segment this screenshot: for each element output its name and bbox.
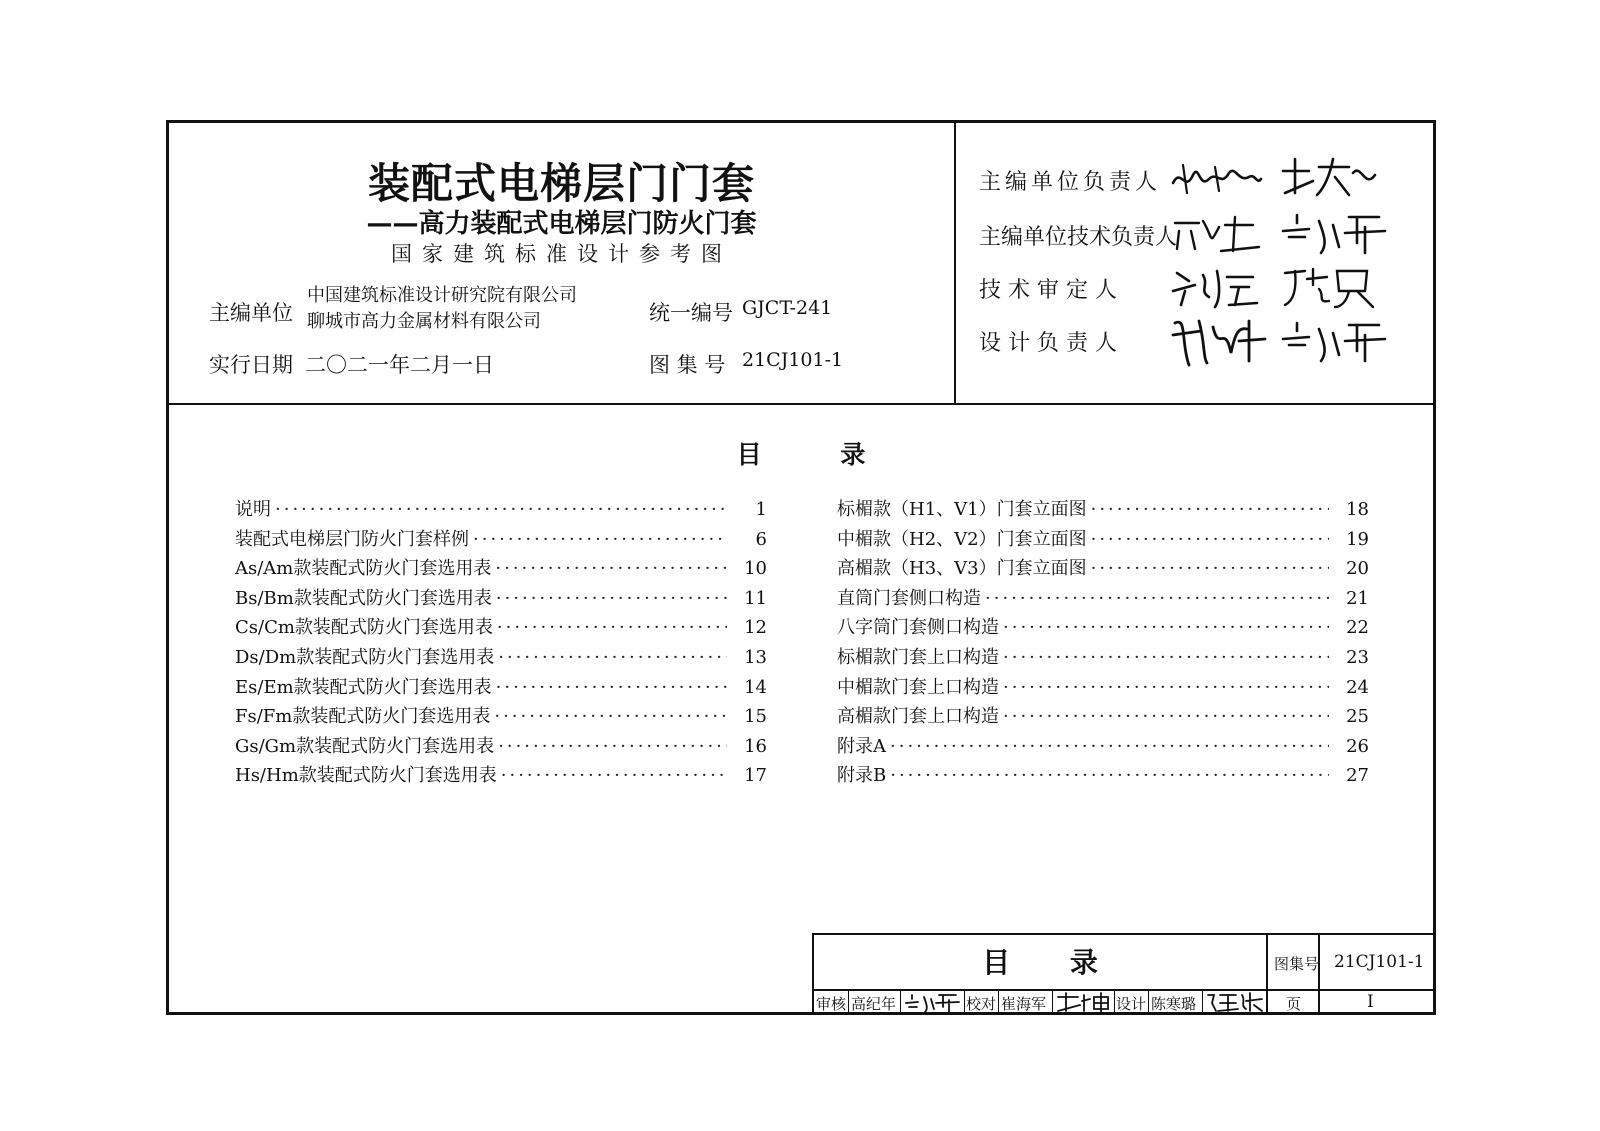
toc-leader: [890, 765, 1329, 786]
header-divider: [169, 403, 1433, 405]
title-block-title: 目 录: [982, 946, 1098, 979]
toc-leader: [1003, 617, 1329, 638]
editor-2: 聊城市高力金属材料有限公司: [307, 311, 541, 332]
unified-code-label: 统一编号: [649, 301, 733, 325]
toc-item[interactable]: [837, 761, 1369, 791]
sig-role-4: 设 计 负 责 人: [979, 331, 1117, 356]
signature-1a: [1169, 153, 1264, 203]
signature-2a: [1169, 207, 1264, 257]
title-block-col-divider: [1266, 935, 1268, 1015]
toc-leader: [496, 677, 727, 698]
toc-item-page: 13: [744, 646, 767, 668]
toc-left-column: [235, 495, 767, 791]
toc-item[interactable]: [235, 613, 767, 643]
toc-item-page: 18: [1346, 499, 1369, 520]
toc-item[interactable]: [235, 732, 767, 762]
toc-item-title: 高楣款门套上口构造: [837, 706, 999, 728]
toc-item[interactable]: [235, 643, 767, 673]
toc-item[interactable]: [837, 643, 1369, 673]
toc-item-title: 附录B: [837, 765, 887, 787]
toc-item-title: 八字筒门套侧口构造: [837, 617, 999, 639]
cell-divider: [1052, 989, 1053, 1015]
title-block-atlas-no: 21CJ101-1: [1334, 952, 1425, 972]
toc-item-title: Ds/Dm款装配式防火门套选用表: [235, 646, 495, 668]
cell-divider: [848, 989, 849, 1015]
toc-item-page: 20: [1346, 558, 1369, 580]
signature-2b: [1279, 207, 1389, 257]
toc-item-page: 10: [744, 558, 767, 580]
toc-item-page: 21: [1346, 587, 1369, 609]
toc-item[interactable]: [235, 702, 767, 732]
cell-divider: [900, 989, 901, 1015]
toc-item-page: 24: [1346, 676, 1369, 698]
toc-item-title: Bs/Bm款装配式防火门套选用表: [235, 587, 492, 609]
designer-name: 陈寒璐: [1151, 995, 1197, 1013]
toc-leader: [1003, 706, 1329, 727]
toc-leader: [497, 617, 727, 638]
toc-leader: [498, 736, 727, 757]
title-block-atlas-label: 图集号: [1274, 955, 1320, 973]
cell-divider: [998, 989, 999, 1015]
reviewer-signature: [904, 991, 962, 1013]
toc-item-page: 16: [744, 735, 767, 757]
page-number: I: [1367, 992, 1374, 1012]
toc-item-page: 11: [744, 587, 767, 609]
toc-item[interactable]: [837, 495, 1369, 525]
toc-item-page: 23: [1346, 646, 1369, 668]
toc-item-title: 标楣款门套上口构造: [837, 646, 999, 668]
toc-leader: [275, 499, 727, 520]
toc-leader: [495, 558, 727, 579]
editor-1: 中国建筑标准设计研究院有限公司: [307, 285, 577, 306]
checker-name: 崔海军: [1001, 995, 1047, 1013]
toc-item-title: 附录A: [837, 735, 886, 757]
toc-leader: [1003, 677, 1329, 698]
drawing-frame: [166, 120, 1436, 1015]
toc-item-page: 1: [755, 499, 767, 520]
title-block: [812, 933, 1433, 1013]
toc-item-title: Fs/Fm款装配式防火门套选用表: [235, 706, 491, 728]
cell-divider: [1202, 989, 1203, 1015]
toc-item[interactable]: [837, 613, 1369, 643]
toc-leader: [473, 529, 727, 550]
toc-leader: [1003, 647, 1329, 668]
signature-1b: [1279, 153, 1379, 203]
toc-item-title: Cs/Cm款装配式防火门套选用表: [235, 617, 493, 639]
toc-item-page: 6: [755, 528, 767, 550]
toc-item-title: 直筒门套侧口构造: [837, 587, 981, 609]
toc-item-page: 17: [744, 765, 767, 787]
cell-divider: [964, 989, 965, 1015]
toc-item-page: 15: [744, 706, 767, 728]
title-block-col-divider: [1318, 935, 1320, 1015]
unified-code: GJCT-241: [742, 297, 833, 319]
toc-item-page: 14: [744, 676, 767, 698]
toc-item[interactable]: [837, 673, 1369, 703]
reviewer-name: 高纪年: [851, 995, 897, 1013]
design-label: 设计: [1116, 995, 1147, 1013]
toc-item[interactable]: [235, 525, 767, 555]
toc-item[interactable]: [837, 702, 1369, 732]
toc-item-title: 标楣款（H1、V1）门套立面图: [837, 499, 1087, 520]
cell-divider: [1114, 989, 1115, 1015]
toc-leader: [890, 736, 1329, 757]
toc-leader: [1091, 529, 1329, 550]
toc-item[interactable]: [235, 584, 767, 614]
toc-item[interactable]: [837, 525, 1369, 555]
reference-note: 国家建筑标准设计参考图: [391, 242, 732, 266]
toc-item-title: 中楣款门套上口构造: [837, 676, 999, 698]
toc-item-page: 25: [1346, 706, 1369, 728]
toc-item[interactable]: [837, 584, 1369, 614]
toc-item-title: 高楣款（H3、V3）门套立面图: [837, 558, 1087, 580]
signature-3b: [1279, 261, 1379, 311]
checker-signature: [1056, 991, 1112, 1013]
toc-item-title: 装配式电梯层门防火门套样例: [235, 528, 469, 550]
atlas-title: 装配式电梯层门门套: [367, 159, 755, 208]
sig-role-3: 技 术 审 定 人: [979, 278, 1117, 303]
editor-label: 主编单位: [209, 301, 293, 325]
atlas-no: 21CJ101-1: [742, 349, 844, 371]
signature-4b: [1279, 315, 1389, 365]
toc-leader: [496, 588, 727, 609]
sig-role-1: 主编单位负责人: [979, 170, 1162, 195]
toc-item-page: 19: [1346, 528, 1369, 550]
page-label: 页: [1286, 995, 1302, 1013]
toc-leader: [498, 647, 727, 668]
signature-4a: [1169, 313, 1269, 369]
date-label: 实行日期: [209, 353, 293, 377]
toc-item-title: Es/Em款装配式防火门套选用表: [235, 676, 492, 698]
toc-item-page: 27: [1346, 765, 1369, 787]
toc-item-title: Hs/Hm款装配式防火门套选用表: [235, 765, 497, 787]
toc-item[interactable]: [235, 761, 767, 791]
sig-role-2: 主编单位技术负责人: [979, 225, 1178, 250]
toc-leader: [501, 765, 727, 786]
toc-item-page: 26: [1346, 735, 1369, 757]
header-vertical-divider: [954, 123, 956, 404]
toc-item[interactable]: [235, 673, 767, 703]
toc-item[interactable]: [235, 554, 767, 584]
check-label: 校对: [966, 995, 997, 1013]
designer-signature: [1206, 991, 1264, 1013]
toc-leader: [985, 588, 1329, 609]
signature-3a: [1169, 261, 1264, 311]
toc-item-title: 说明: [235, 499, 271, 520]
atlas-subtitle: ——高力装配式电梯层门防火门套: [366, 209, 757, 239]
atlas-no-label: 图 集 号: [649, 353, 726, 377]
toc-item-page: 22: [1346, 617, 1369, 639]
toc-leader: [494, 706, 727, 727]
review-label: 审核: [816, 995, 847, 1013]
cell-divider: [1148, 989, 1149, 1015]
toc-heading: 目 录: [736, 440, 866, 469]
toc-right-column: [837, 495, 1369, 791]
toc-leader: [1091, 558, 1329, 579]
toc-item-title: 中楣款（H2、V2）门套立面图: [837, 528, 1087, 550]
toc-item-title: Gs/Gm款装配式防火门套选用表: [235, 735, 495, 757]
toc-item[interactable]: [235, 495, 767, 525]
toc-leader: [1091, 499, 1329, 520]
toc-item[interactable]: [837, 554, 1369, 584]
toc-item-page: 12: [744, 617, 767, 639]
toc-item-title: As/Am款装配式防火门套选用表: [235, 558, 492, 580]
toc-item[interactable]: [837, 732, 1369, 762]
effective-date: 二〇二一年二月一日: [305, 353, 494, 377]
